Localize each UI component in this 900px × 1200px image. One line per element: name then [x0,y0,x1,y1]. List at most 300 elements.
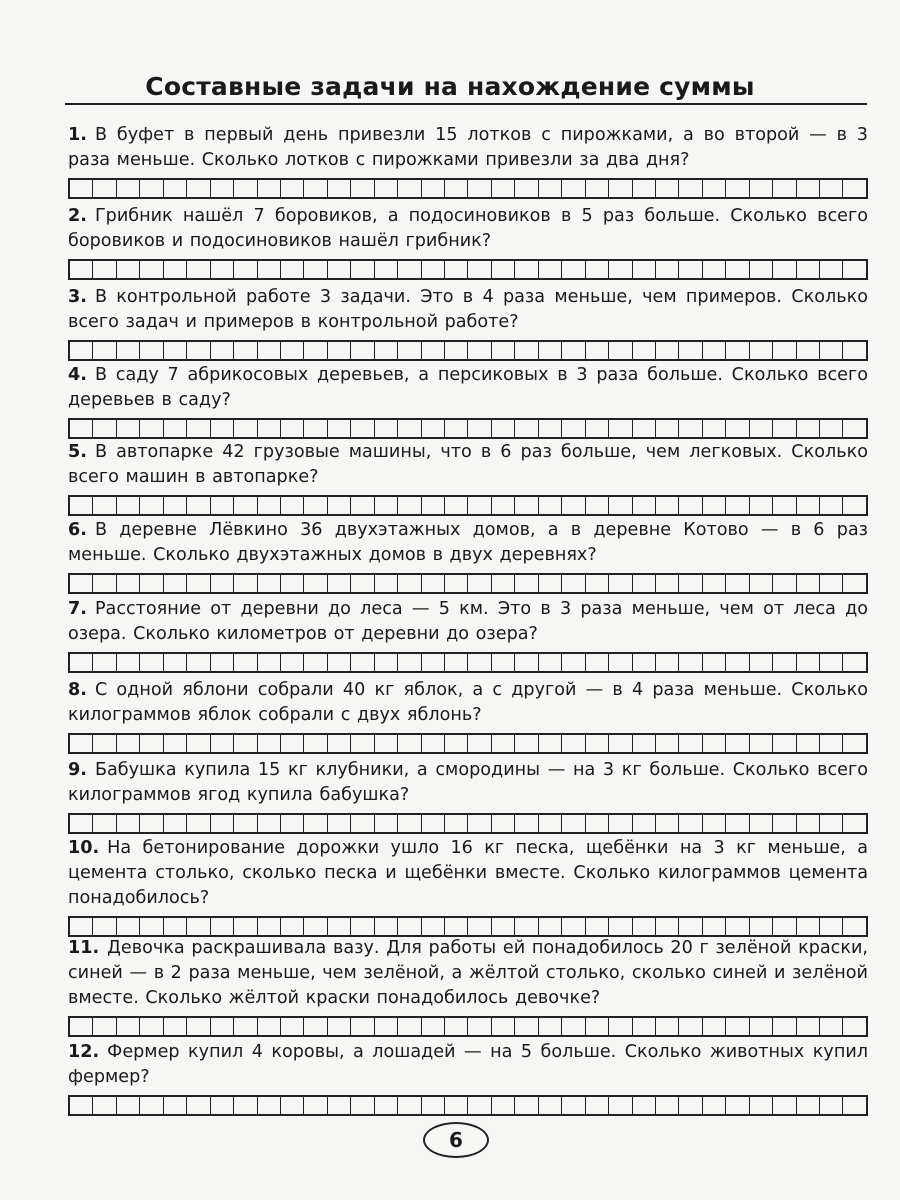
answer-cell[interactable] [258,735,281,752]
answer-cell[interactable] [211,1018,234,1035]
answer-cell[interactable] [843,261,865,278]
answer-cell[interactable] [187,735,210,752]
answer-cell[interactable] [843,735,865,752]
answer-cell[interactable] [679,575,702,592]
answer-cell[interactable] [539,342,562,359]
answer-cell[interactable] [93,918,116,935]
answer-cell[interactable] [633,575,656,592]
answer-cell[interactable] [140,1018,163,1035]
answer-cell[interactable] [281,735,304,752]
answer-cell[interactable] [187,180,210,197]
answer-cell[interactable] [468,180,491,197]
answer-cell[interactable] [258,261,281,278]
answer-cell[interactable] [164,735,187,752]
answer-cell[interactable] [93,735,116,752]
answer-cell[interactable] [234,735,257,752]
answer-cell[interactable] [750,918,773,935]
answer-cell[interactable] [187,261,210,278]
answer-cell[interactable] [703,1018,726,1035]
answer-cell[interactable] [93,342,116,359]
answer-cell[interactable] [843,497,865,514]
answer-cell[interactable] [398,497,421,514]
answer-cell[interactable] [375,1018,398,1035]
answer-cell[interactable] [726,180,749,197]
answer-cell[interactable] [515,735,538,752]
answer-cell[interactable] [304,497,327,514]
answer-cell[interactable] [140,815,163,832]
answer-grid[interactable] [68,340,868,361]
answer-cell[interactable] [117,1018,140,1035]
answer-cell[interactable] [515,497,538,514]
answer-cell[interactable] [375,575,398,592]
answer-cell[interactable] [422,497,445,514]
answer-cell[interactable] [797,815,820,832]
answer-cell[interactable] [234,497,257,514]
answer-cell[interactable] [140,180,163,197]
answer-cell[interactable] [539,575,562,592]
answer-grid[interactable] [68,916,868,937]
answer-cell[interactable] [375,420,398,437]
answer-cell[interactable] [843,918,865,935]
answer-cell[interactable] [843,1018,865,1035]
answer-cell[interactable] [726,1018,749,1035]
answer-cell[interactable] [164,654,187,671]
answer-cell[interactable] [70,575,93,592]
answer-cell[interactable] [797,575,820,592]
answer-cell[interactable] [422,735,445,752]
answer-cell[interactable] [93,420,116,437]
answer-cell[interactable] [703,815,726,832]
answer-cell[interactable] [445,1097,468,1114]
answer-cell[interactable] [797,918,820,935]
answer-cell[interactable] [328,420,351,437]
answer-cell[interactable] [515,654,538,671]
answer-cell[interactable] [422,1097,445,1114]
answer-cell[interactable] [351,261,374,278]
answer-cell[interactable] [586,497,609,514]
answer-cell[interactable] [562,815,585,832]
answer-cell[interactable] [468,815,491,832]
answer-cell[interactable] [515,918,538,935]
answer-cell[interactable] [445,575,468,592]
answer-cell[interactable] [93,497,116,514]
answer-cell[interactable] [726,497,749,514]
answer-cell[interactable] [492,342,515,359]
answer-cell[interactable] [70,180,93,197]
answer-cell[interactable] [820,261,843,278]
answer-cell[interactable] [164,261,187,278]
answer-cell[interactable] [726,815,749,832]
answer-cell[interactable] [187,420,210,437]
answer-cell[interactable] [234,918,257,935]
answer-cell[interactable] [187,1097,210,1114]
answer-cell[interactable] [703,420,726,437]
answer-cell[interactable] [586,180,609,197]
answer-cell[interactable] [211,420,234,437]
answer-cell[interactable] [187,497,210,514]
answer-cell[interactable] [93,1018,116,1035]
answer-cell[interactable] [679,1097,702,1114]
answer-cell[interactable] [211,735,234,752]
answer-cell[interactable] [609,497,632,514]
answer-cell[interactable] [726,735,749,752]
answer-cell[interactable] [562,654,585,671]
answer-cell[interactable] [656,735,679,752]
answer-cell[interactable] [539,654,562,671]
answer-cell[interactable] [515,261,538,278]
answer-cell[interactable] [375,918,398,935]
answer-cell[interactable] [562,918,585,935]
answer-cell[interactable] [468,342,491,359]
answer-cell[interactable] [820,815,843,832]
answer-cell[interactable] [562,180,585,197]
answer-grid[interactable] [68,418,868,439]
answer-cell[interactable] [843,180,865,197]
answer-cell[interactable] [304,575,327,592]
answer-cell[interactable] [234,575,257,592]
answer-cell[interactable] [140,342,163,359]
answer-cell[interactable] [609,918,632,935]
answer-cell[interactable] [679,918,702,935]
answer-cell[interactable] [211,1097,234,1114]
answer-cell[interactable] [586,815,609,832]
answer-cell[interactable] [656,575,679,592]
answer-cell[interactable] [515,180,538,197]
answer-cell[interactable] [586,1018,609,1035]
answer-cell[interactable] [117,261,140,278]
answer-cell[interactable] [656,497,679,514]
answer-cell[interactable] [773,918,796,935]
answer-cell[interactable] [70,918,93,935]
answer-cell[interactable] [726,1097,749,1114]
answer-cell[interactable] [726,575,749,592]
answer-cell[interactable] [328,1018,351,1035]
answer-cell[interactable] [609,815,632,832]
answer-cell[interactable] [539,497,562,514]
answer-cell[interactable] [750,815,773,832]
answer-cell[interactable] [328,654,351,671]
answer-cell[interactable] [351,654,374,671]
answer-cell[interactable] [164,420,187,437]
answer-cell[interactable] [117,918,140,935]
answer-cell[interactable] [679,497,702,514]
answer-cell[interactable] [70,420,93,437]
answer-grid[interactable] [68,813,868,834]
answer-cell[interactable] [820,342,843,359]
answer-cell[interactable] [422,1018,445,1035]
answer-cell[interactable] [398,918,421,935]
answer-cell[interactable] [375,342,398,359]
answer-cell[interactable] [656,918,679,935]
answer-cell[interactable] [562,575,585,592]
answer-cell[interactable] [468,1097,491,1114]
answer-cell[interactable] [820,1097,843,1114]
answer-cell[interactable] [820,497,843,514]
answer-cell[interactable] [750,342,773,359]
answer-cell[interactable] [70,1097,93,1114]
answer-cell[interactable] [234,420,257,437]
answer-cell[interactable] [140,497,163,514]
answer-cell[interactable] [211,918,234,935]
answer-cell[interactable] [281,1097,304,1114]
answer-cell[interactable] [820,420,843,437]
answer-cell[interactable] [187,1018,210,1035]
answer-grid[interactable] [68,259,868,280]
answer-grid[interactable] [68,495,868,516]
answer-cell[interactable] [422,261,445,278]
answer-cell[interactable] [656,261,679,278]
answer-cell[interactable] [539,918,562,935]
answer-cell[interactable] [843,815,865,832]
answer-cell[interactable] [445,815,468,832]
answer-cell[interactable] [70,815,93,832]
answer-cell[interactable] [562,735,585,752]
answer-cell[interactable] [679,1018,702,1035]
answer-cell[interactable] [797,342,820,359]
answer-cell[interactable] [539,180,562,197]
answer-cell[interactable] [843,575,865,592]
answer-cell[interactable] [586,261,609,278]
answer-cell[interactable] [117,342,140,359]
answer-cell[interactable] [398,575,421,592]
answer-cell[interactable] [234,180,257,197]
answer-cell[interactable] [304,180,327,197]
answer-cell[interactable] [258,1097,281,1114]
answer-cell[interactable] [586,918,609,935]
answer-cell[interactable] [422,918,445,935]
answer-cell[interactable] [70,654,93,671]
answer-cell[interactable] [70,497,93,514]
answer-cell[interactable] [445,420,468,437]
answer-cell[interactable] [140,654,163,671]
answer-cell[interactable] [117,815,140,832]
answer-cell[interactable] [797,735,820,752]
answer-cell[interactable] [281,815,304,832]
answer-cell[interactable] [539,815,562,832]
answer-cell[interactable] [93,1097,116,1114]
answer-cell[interactable] [633,654,656,671]
answer-cell[interactable] [234,1097,257,1114]
answer-cell[interactable] [492,420,515,437]
answer-cell[interactable] [750,575,773,592]
answer-cell[interactable] [258,180,281,197]
answer-cell[interactable] [515,1097,538,1114]
answer-cell[interactable] [843,1097,865,1114]
answer-cell[interactable] [609,180,632,197]
answer-cell[interactable] [750,654,773,671]
answer-cell[interactable] [234,261,257,278]
answer-cell[interactable] [703,575,726,592]
answer-cell[interactable] [609,1018,632,1035]
answer-cell[interactable] [562,497,585,514]
answer-cell[interactable] [258,918,281,935]
answer-cell[interactable] [211,575,234,592]
answer-cell[interactable] [539,261,562,278]
answer-cell[interactable] [703,1097,726,1114]
answer-cell[interactable] [586,575,609,592]
answer-cell[interactable] [304,1018,327,1035]
answer-grid[interactable] [68,1016,868,1037]
answer-cell[interactable] [750,1097,773,1114]
answer-cell[interactable] [492,1097,515,1114]
answer-grid[interactable] [68,652,868,673]
answer-cell[interactable] [164,918,187,935]
answer-cell[interactable] [258,815,281,832]
answer-cell[interactable] [398,1097,421,1114]
answer-cell[interactable] [375,1097,398,1114]
answer-cell[interactable] [351,735,374,752]
answer-cell[interactable] [445,1018,468,1035]
answer-cell[interactable] [187,342,210,359]
answer-cell[interactable] [773,180,796,197]
answer-cell[interactable] [211,342,234,359]
answer-cell[interactable] [211,261,234,278]
answer-cell[interactable] [328,815,351,832]
answer-cell[interactable] [422,815,445,832]
answer-cell[interactable] [633,735,656,752]
answer-cell[interactable] [797,261,820,278]
answer-cell[interactable] [164,815,187,832]
answer-cell[interactable] [258,1018,281,1035]
answer-cell[interactable] [609,420,632,437]
answer-cell[interactable] [304,420,327,437]
answer-cell[interactable] [726,918,749,935]
answer-cell[interactable] [843,342,865,359]
answer-cell[interactable] [140,918,163,935]
answer-cell[interactable] [562,1097,585,1114]
answer-cell[interactable] [633,918,656,935]
answer-cell[interactable] [820,735,843,752]
answer-cell[interactable] [820,654,843,671]
answer-cell[interactable] [633,497,656,514]
answer-cell[interactable] [422,180,445,197]
answer-cell[interactable] [609,654,632,671]
answer-cell[interactable] [679,654,702,671]
answer-cell[interactable] [422,654,445,671]
answer-cell[interactable] [328,735,351,752]
answer-cell[interactable] [492,918,515,935]
answer-cell[interactable] [351,815,374,832]
answer-cell[interactable] [820,575,843,592]
answer-cell[interactable] [211,180,234,197]
answer-cell[interactable] [445,654,468,671]
answer-cell[interactable] [773,654,796,671]
answer-cell[interactable] [351,918,374,935]
answer-cell[interactable] [773,575,796,592]
answer-cell[interactable] [304,654,327,671]
answer-cell[interactable] [679,420,702,437]
answer-cell[interactable] [773,420,796,437]
answer-cell[interactable] [375,180,398,197]
answer-cell[interactable] [258,654,281,671]
answer-cell[interactable] [422,342,445,359]
answer-cell[interactable] [679,815,702,832]
answer-cell[interactable] [492,261,515,278]
answer-cell[interactable] [797,1018,820,1035]
answer-cell[interactable] [117,497,140,514]
answer-cell[interactable] [797,180,820,197]
answer-cell[interactable] [234,342,257,359]
answer-cell[interactable] [281,918,304,935]
answer-cell[interactable] [281,575,304,592]
answer-cell[interactable] [468,735,491,752]
answer-cell[interactable] [258,420,281,437]
answer-cell[interactable] [539,1097,562,1114]
answer-cell[interactable] [398,261,421,278]
answer-cell[interactable] [539,735,562,752]
answer-cell[interactable] [281,654,304,671]
answer-cell[interactable] [609,342,632,359]
answer-cell[interactable] [140,735,163,752]
answer-cell[interactable] [187,654,210,671]
answer-cell[interactable] [492,575,515,592]
answer-cell[interactable] [726,654,749,671]
answer-cell[interactable] [492,654,515,671]
answer-cell[interactable] [375,815,398,832]
answer-cell[interactable] [140,261,163,278]
answer-cell[interactable] [633,1097,656,1114]
answer-cell[interactable] [586,735,609,752]
answer-cell[interactable] [633,420,656,437]
answer-cell[interactable] [586,342,609,359]
answer-grid[interactable] [68,573,868,594]
answer-cell[interactable] [468,261,491,278]
answer-cell[interactable] [703,654,726,671]
answer-cell[interactable] [140,575,163,592]
answer-cell[interactable] [609,261,632,278]
answer-cell[interactable] [539,1018,562,1035]
answer-cell[interactable] [164,1018,187,1035]
answer-cell[interactable] [93,815,116,832]
answer-cell[interactable] [633,180,656,197]
answer-cell[interactable] [703,918,726,935]
answer-cell[interactable] [586,654,609,671]
answer-cell[interactable] [468,918,491,935]
answer-cell[interactable] [445,342,468,359]
answer-cell[interactable] [633,261,656,278]
answer-cell[interactable] [773,497,796,514]
answer-cell[interactable] [703,261,726,278]
answer-cell[interactable] [515,815,538,832]
answer-cell[interactable] [140,1097,163,1114]
answer-cell[interactable] [281,420,304,437]
answer-cell[interactable] [117,735,140,752]
answer-cell[interactable] [609,735,632,752]
answer-cell[interactable] [117,575,140,592]
answer-cell[interactable] [304,918,327,935]
answer-cell[interactable] [328,1097,351,1114]
answer-cell[interactable] [234,815,257,832]
answer-cell[interactable] [679,735,702,752]
answer-cell[interactable] [281,261,304,278]
answer-cell[interactable] [726,420,749,437]
answer-cell[interactable] [820,918,843,935]
answer-cell[interactable] [609,1097,632,1114]
answer-cell[interactable] [656,1097,679,1114]
answer-cell[interactable] [398,1018,421,1035]
answer-cell[interactable] [515,575,538,592]
answer-cell[interactable] [633,1018,656,1035]
answer-cell[interactable] [562,261,585,278]
answer-cell[interactable] [773,261,796,278]
answer-cell[interactable] [515,420,538,437]
answer-cell[interactable] [93,575,116,592]
answer-cell[interactable] [164,1097,187,1114]
answer-cell[interactable] [211,815,234,832]
answer-cell[interactable] [187,918,210,935]
answer-cell[interactable] [679,342,702,359]
answer-cell[interactable] [234,1018,257,1035]
